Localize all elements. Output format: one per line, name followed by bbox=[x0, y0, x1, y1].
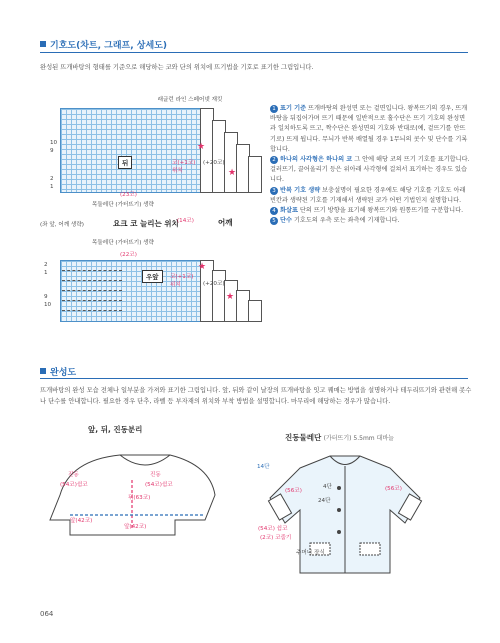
note-head: 반복 기호 생략 bbox=[280, 186, 321, 194]
section-title-chart bbox=[40, 38, 167, 51]
note-text: 단의 뜨기 방향을 표기해 왕복뜨기와 원통뜨기를 구분합니다. bbox=[299, 207, 464, 215]
star-icon: ★ bbox=[228, 168, 237, 178]
row-number: 1 bbox=[44, 270, 48, 276]
divider bbox=[40, 52, 468, 53]
chart-grid-back bbox=[60, 108, 202, 193]
row-number: 9 bbox=[44, 294, 48, 300]
fig-right-title-text: 진동둘레단 bbox=[285, 433, 322, 442]
note-text: 기호도의 우측 또는 좌측에 기재합니다. bbox=[293, 217, 400, 225]
page-number: 064 bbox=[40, 610, 54, 618]
number-badge: 3 bbox=[270, 187, 278, 195]
plus20-b: (+20코) bbox=[203, 281, 225, 287]
omitted-stitch-area bbox=[62, 262, 122, 318]
back-rib-label: 목둘레단 (가터뜨기) 생략 bbox=[92, 202, 154, 208]
fig-right-title bbox=[285, 432, 394, 443]
note-text: 그 안에 해당 코의 뜨기 기호를 표기합니다. 걸러뜨기, 끌어올리기 등은 위아래 사각형에 걸쳐서 표기하는 경우도 있습니다. bbox=[270, 156, 470, 184]
count-22: (22코) bbox=[120, 252, 137, 258]
number-badge: 4 bbox=[270, 207, 278, 215]
row-number: 10 bbox=[44, 302, 52, 308]
bullet-square-icon bbox=[40, 41, 46, 47]
note-text: 뜨개바탕의 완성면 또는 겉면입니다. 왕복뜨기의 경우, 뜨개바탕을 뒤집어가며 뜨기 때문에 일반적으로 홀수단은 뜨기 기호의 완성면과 일치하도록 뜨고, 짝수단은 완성면의 기호와 반대로(예, 겉뜨기를 안뜨기로) 뜨게 됩니다. 무늬가 반복 배열될 경우 1무늬의 콧수 및 단수를 기록합니다. bbox=[270, 105, 468, 153]
note-item bbox=[270, 186, 470, 206]
note-head: 하나의 사각형은 하나의 코 bbox=[280, 156, 353, 164]
section-title-text: 기호도(차트, 그래프, 상세도) bbox=[50, 41, 167, 51]
star-icon: ★ bbox=[197, 142, 206, 152]
plus20-a: (+20코) bbox=[203, 160, 225, 166]
back-count: 뒤(63코) bbox=[128, 495, 151, 501]
armhole-r-1: 진동 bbox=[150, 472, 161, 478]
note-item bbox=[270, 155, 470, 186]
fig-right-note: (가터뜨기) 5.5mm 대바늘 bbox=[323, 435, 394, 442]
front-r-count: 앞(42코) bbox=[124, 524, 147, 530]
front-l-count: 앞(42코) bbox=[70, 518, 93, 524]
inc-note-b: 코(+1코) bbox=[170, 274, 194, 280]
pos-note-a: 위치 bbox=[172, 168, 183, 174]
chart-top-label: 래글런 라인 스페어넷 재킷 bbox=[157, 97, 223, 103]
note-item bbox=[270, 206, 470, 216]
inc-note-a: 코(+1코) bbox=[172, 160, 196, 166]
center-note: (좌 앞, 어깨 생략) bbox=[40, 222, 84, 228]
note-item bbox=[270, 104, 470, 155]
raglan-staircase-back bbox=[200, 108, 270, 191]
rest-stitches: (54코) 쉼코 bbox=[258, 526, 288, 532]
row-number: 9 bbox=[50, 148, 54, 154]
section-title-finished bbox=[40, 365, 76, 378]
armhole-r-2: (54코)쉼코 bbox=[145, 482, 173, 488]
row-number: 1 bbox=[50, 184, 54, 190]
note-head: 단수 bbox=[280, 217, 292, 225]
raglan-staircase-front bbox=[200, 260, 270, 320]
notes-list bbox=[270, 104, 470, 226]
number-badge: 1 bbox=[270, 105, 278, 113]
section-desc: 완성된 뜨개바탕의 형태를 기준으로 해당하는 코와 단의 위치에 뜨기법을 기호로 표기한 그림입니다. bbox=[40, 64, 314, 71]
pos-note-b: 위치 bbox=[170, 282, 181, 288]
back-label: 뒤 bbox=[118, 156, 132, 169]
number-badge: 5 bbox=[270, 217, 278, 225]
divider bbox=[40, 378, 468, 379]
pocket-deco: 주머니 장식 bbox=[296, 550, 325, 556]
star-icon: ★ bbox=[226, 292, 235, 302]
number-badge: 2 bbox=[270, 156, 278, 164]
star-icon: ★ bbox=[198, 262, 207, 272]
count-14: (14코) bbox=[177, 218, 194, 224]
bullet-square-icon bbox=[40, 368, 46, 374]
cardigan-drawing bbox=[255, 448, 435, 583]
rows-4: 4단 bbox=[323, 484, 332, 490]
front-label: 우앞 bbox=[142, 270, 163, 283]
note-text: 보충설명이 필요한 경우에도 해당 기호를 기호도 아래 빈칸과 생략된 기호를 기재해서 생략된 코가 어떤 기법인지 설명합니다. bbox=[270, 186, 466, 204]
section-desc: 뜨개바탕의 완성 모습 전체나 일부분을 가져와 표기한 그림입니다. 앞, 뒤와 같이 날장의 뜨개바탕을 잇고 꿰매는 방법을 설명하거나 테두리뜨기와 관련해 콧수나 단수를 안내합니다. 필요한 경우 단추, 라벨 등 부자재의 위치와 부착 방법을 설명합니다. 마무리에 해당하는 경우가 많습니다. bbox=[40, 387, 472, 405]
note-item bbox=[270, 216, 470, 226]
row-number: 2 bbox=[44, 262, 48, 268]
armhole-l-2: (54코)쉼코 bbox=[60, 482, 88, 488]
rows-24: 24단 bbox=[318, 498, 331, 504]
rows-14: 14단 bbox=[257, 464, 270, 470]
note-head: 화살표 bbox=[280, 207, 298, 215]
count-23: (23코) bbox=[120, 192, 137, 198]
pickup-stitches: (2코) 코줍기 bbox=[260, 535, 292, 541]
count-56-right: (56코) bbox=[385, 486, 402, 492]
note-head: 표기 기준 bbox=[280, 105, 307, 112]
row-number: 2 bbox=[50, 176, 54, 182]
row-number: 10 bbox=[50, 140, 58, 146]
center-label: 요크 코 늘리는 위치 bbox=[110, 217, 182, 230]
front-rib-label: 목둘레단 (가터뜨기) 생략 bbox=[92, 240, 154, 246]
section-title-text: 완성도 bbox=[50, 368, 77, 378]
armhole-l-1: 진동 bbox=[68, 472, 79, 478]
shoulder-label: 어깨 bbox=[215, 216, 236, 229]
fig-left-title: 앞, 뒤, 진동분리 bbox=[88, 425, 143, 434]
count-56-left: (56코) bbox=[285, 488, 302, 494]
